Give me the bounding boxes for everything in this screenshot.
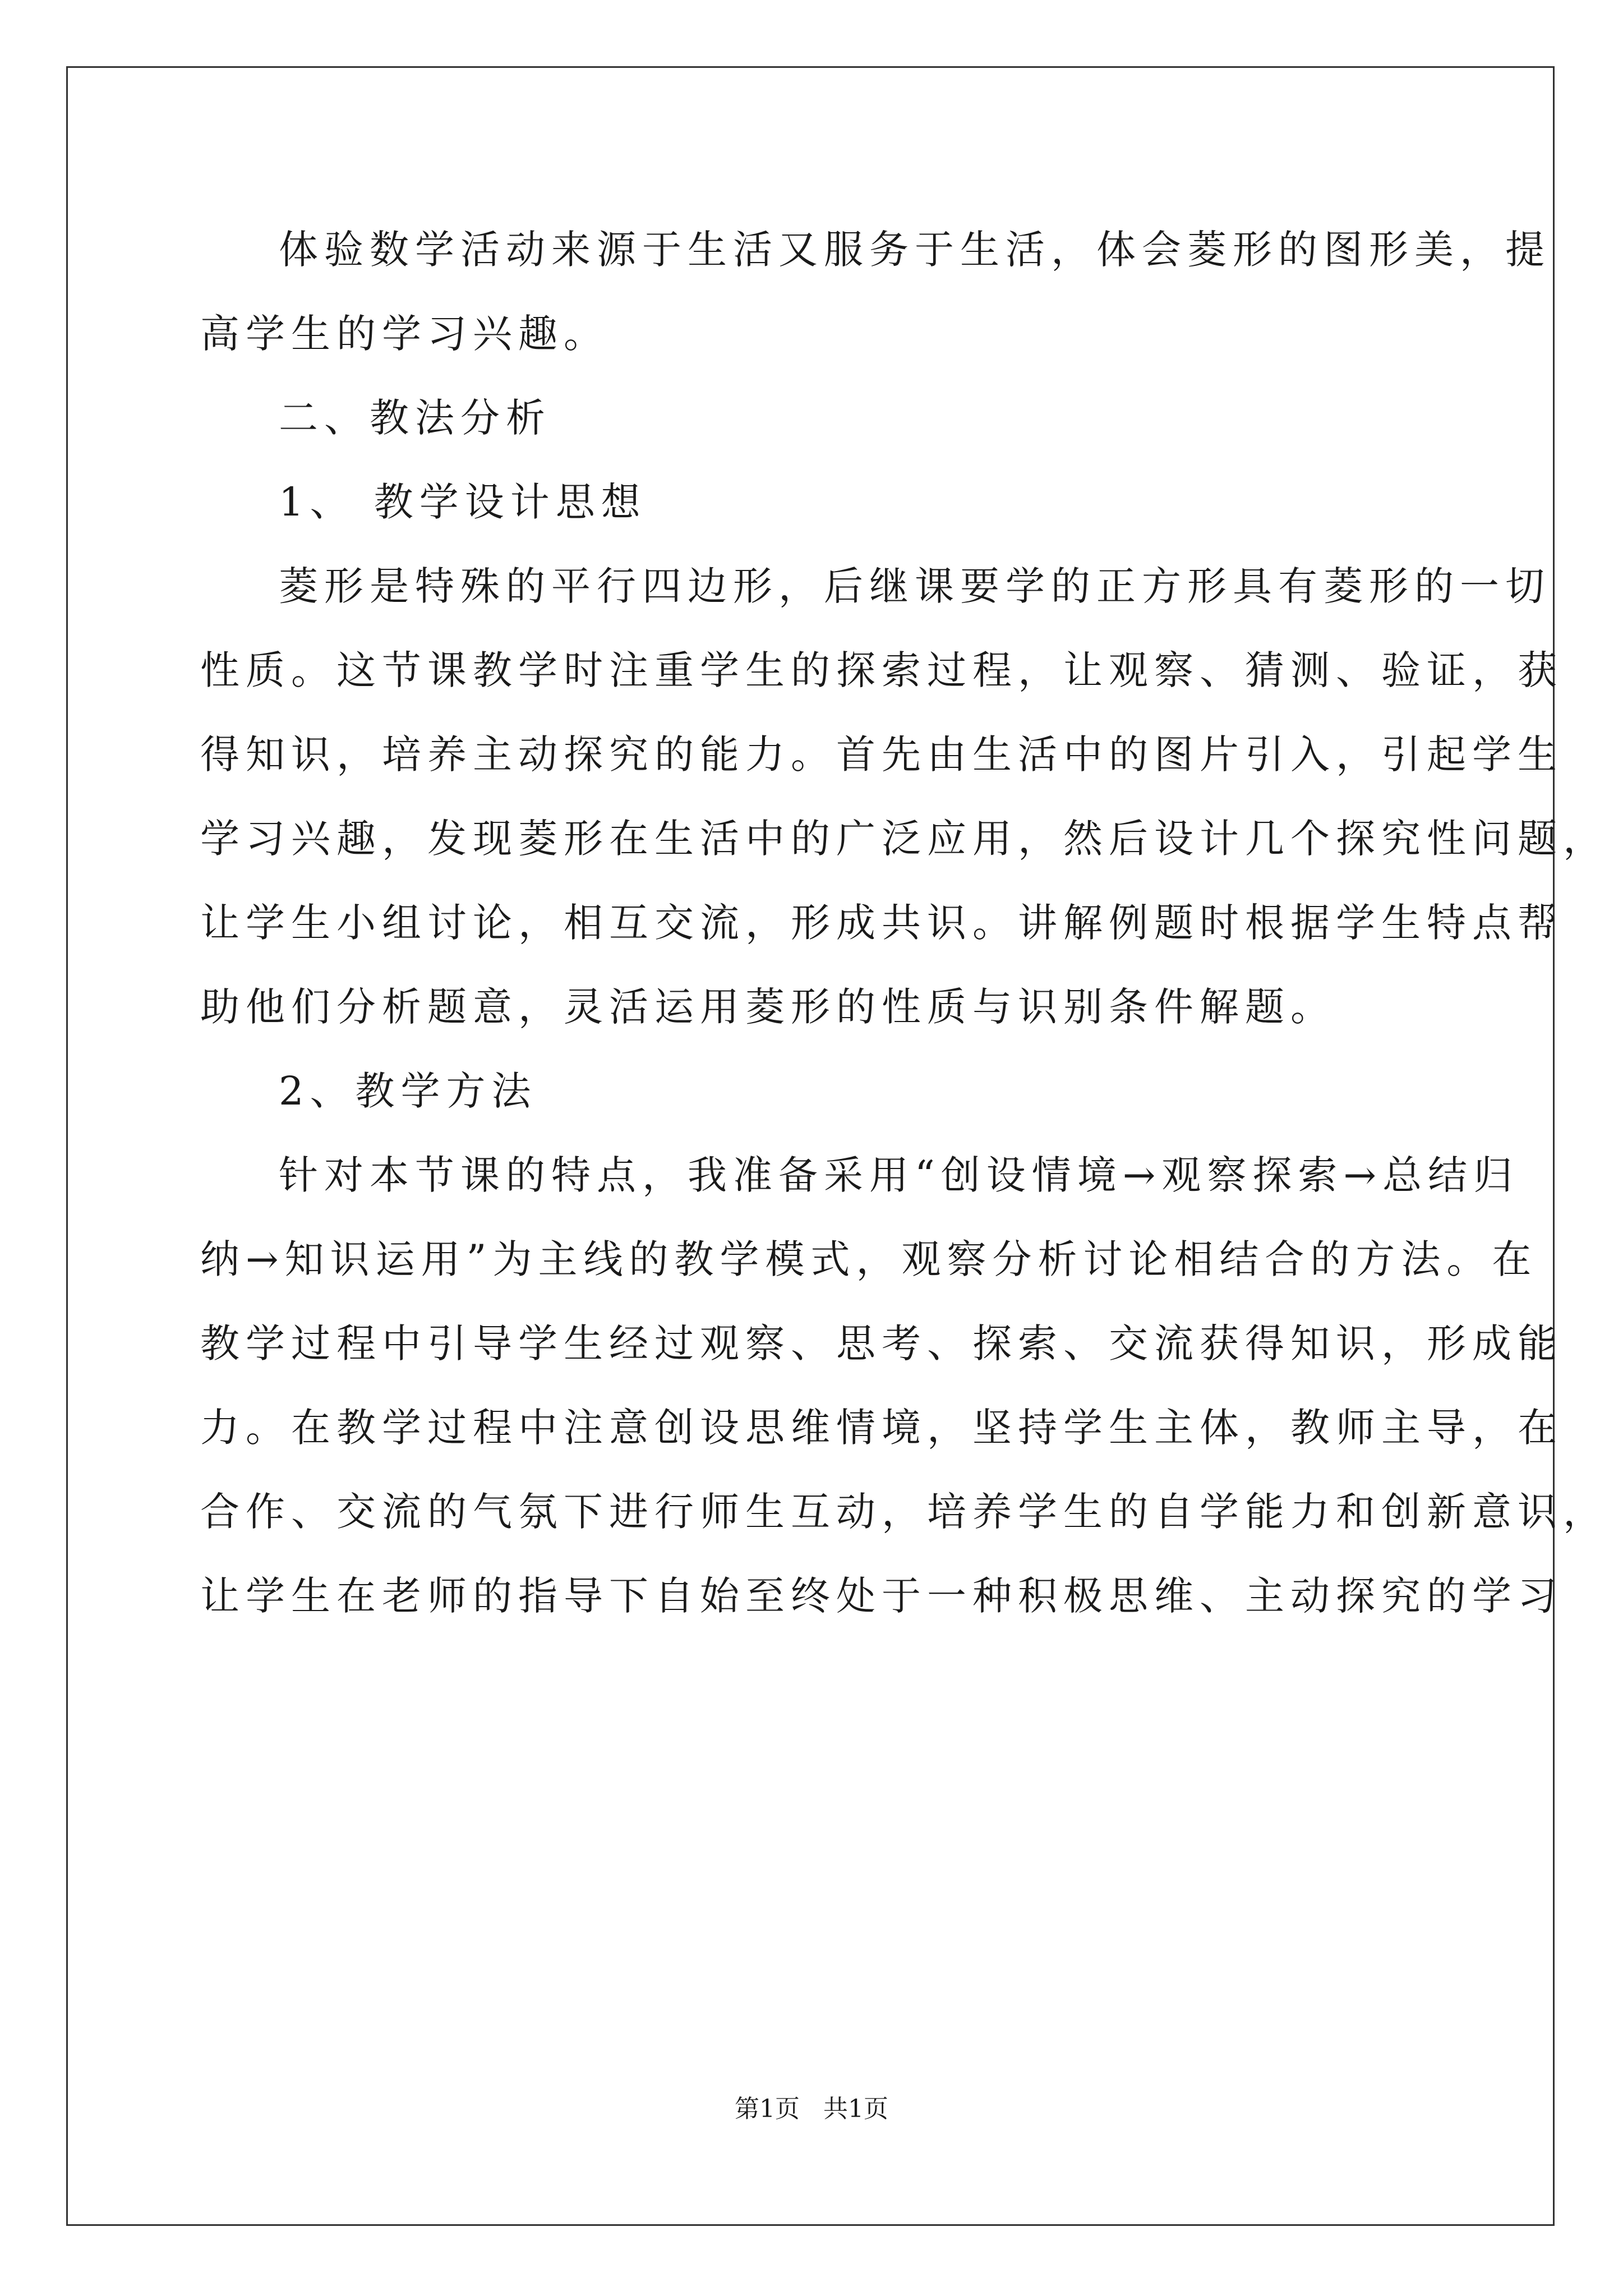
- paragraph-line: 助他们分析题意，灵活运用菱形的性质与识别条件解题。: [200, 984, 1336, 1030]
- paragraph-line: 菱形是特殊的平行四边形，后继课要学的正方形具有菱形的一切: [279, 563, 1551, 609]
- subsection-heading: 1、 教学设计思想: [279, 479, 647, 525]
- section-heading: 二、教法分析: [279, 395, 551, 441]
- paragraph-line: 体验数学活动来源于生活又服务于生活，体会菱形的图形美，提: [279, 227, 1551, 273]
- paragraph-line: 学习兴趣，发现菱形在生活中的广泛应用，然后设计几个探究性问题，: [200, 816, 1608, 862]
- paragraph-line: 性质。这节课教学时注重学生的探索过程，让观察、猜测、验证，获: [200, 647, 1563, 693]
- subsection-heading: 2、教学方法: [279, 1068, 537, 1114]
- paragraph-line: 让学生在老师的指导下自始至终处于一种积极思维、主动探究的学习: [200, 1573, 1563, 1619]
- paragraph-line: 合作、交流的气氛下进行师生互动，培养学生的自学能力和创新意识，: [200, 1489, 1608, 1535]
- paragraph-line: 教学过程中引导学生经过观察、思考、探索、交流获得知识，形成能: [200, 1320, 1563, 1366]
- paragraph-line: 纳→知识运用”为主线的教学模式，观察分析讨论相结合的方法。在: [200, 1236, 1538, 1282]
- paragraph-line: 高学生的学习兴趣。: [200, 311, 609, 357]
- paragraph-line: 力。在教学过程中注意创设思维情境，坚持学生主体，教师主导，在: [200, 1405, 1563, 1451]
- page-number-current: 第1页: [735, 2095, 800, 2123]
- paragraph-line: 得知识，培养主动探究的能力。首先由生活中的图片引入，引起学生: [200, 731, 1563, 777]
- paragraph-line: 让学生小组讨论，相互交流，形成共识。讲解例题时根据学生特点帮: [200, 900, 1563, 946]
- page-footer: [0, 2092, 1623, 2126]
- page-number-total: 共1页: [823, 2095, 888, 2123]
- paragraph-line: 针对本节课的特点，我准备采用“创设情境→观察探索→总结归: [279, 1152, 1519, 1198]
